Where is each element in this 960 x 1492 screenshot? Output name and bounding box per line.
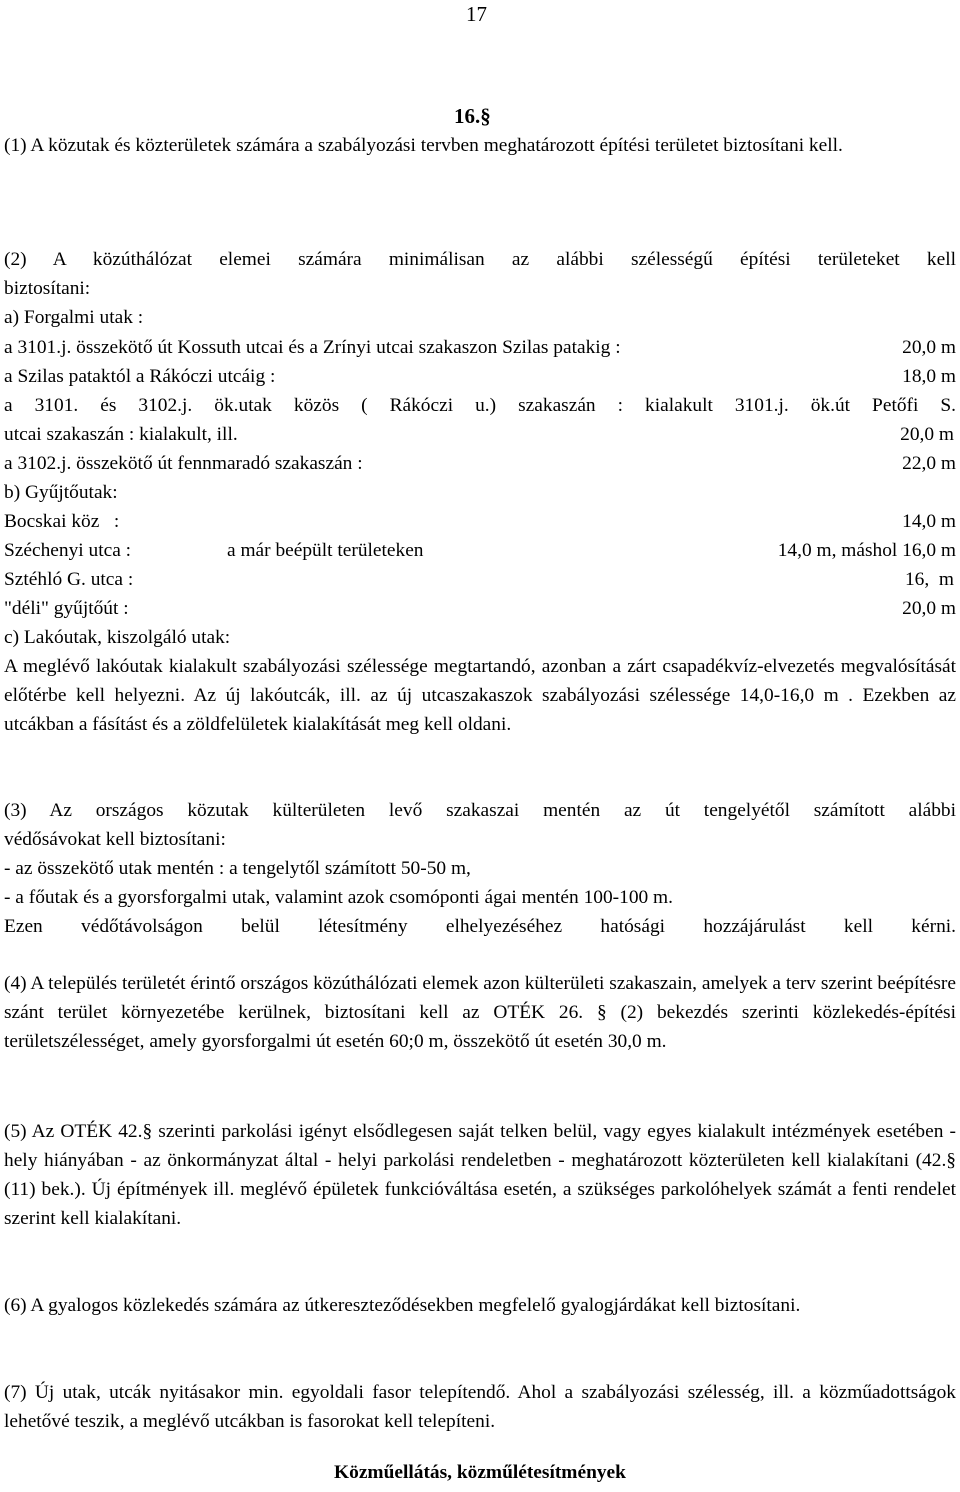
road-width: 20,0 m — [902, 598, 956, 619]
section-heading: Közműellátás, közműlétesítmények — [334, 1462, 626, 1483]
road-note: a már beépült területeken — [227, 540, 424, 561]
road-width-row — [4, 536, 956, 565]
road-label: Sztéhló G. utca : — [4, 569, 134, 590]
subheading-a: a) Forgalmi utak : — [4, 307, 144, 328]
road-width-row — [4, 362, 956, 391]
paragraph-5: (5) Az OTÉK 42.§ szerinti parkolási igényt elsődlegesen saját telken belül, vagy egyes kialakult intézmények esetében - hely hiányában - az önkormányzat által - helyi parkolási rendeletben - meghatározott közterületen kell kialakítani (42.§ (11) bek.). Új építmények ill. meglévő épületek funkcióváltása esetén, a szükséges parkolóhelyek számát a fenti rendelet szerint kell kialakítani. — [4, 1121, 956, 1229]
road-label: a Szilas pataktól a Rákóczi utcáig : — [4, 366, 276, 387]
paragraph-3-line-2: védősávokat kell biztosítani: — [4, 829, 226, 850]
road-label: a 3102.j. összekötő út fennmaradó szakaszán : — [4, 453, 363, 474]
road-long-row: a 3101. és 3102.j. ök.utak közös ( Rákóczi u.) szakaszán : kialakult 3101.j. ök.út Petőfi S. — [4, 395, 956, 416]
road-width: 14,0 m — [902, 511, 956, 532]
road-width: 20,0 m — [902, 337, 956, 358]
subheading-b: b) Gyűjtőutak: — [4, 482, 118, 503]
road-label: utcai szakaszán : kialakult, ill. — [4, 424, 238, 445]
road-width: 18,0 m — [902, 366, 956, 387]
road-label: "déli" gyűjtőút : — [4, 598, 129, 619]
paragraph-1: (1) A közutak és közterületek számára a szabályozási tervben meghatározott építési területet biztosítani kell. — [4, 135, 843, 156]
road-width-row — [4, 565, 956, 594]
paragraph-3-line-4: - a főutak és a gyorsforgalmi utak, valamint azok csomóponti ágai mentén 100-100 m. — [4, 887, 673, 908]
paragraph-3-line-1: (3) Az országos közutak külterületen levő szakaszai mentén az út tengelyétől számított alábbi — [4, 800, 956, 821]
road-width: 14,0 m, máshol 16,0 m — [777, 540, 956, 561]
road-width-row — [4, 333, 956, 362]
road-width: 16, m — [904, 569, 954, 590]
road-width-row — [4, 449, 956, 478]
paragraph-7: (7) Új utak, utcák nyitásakor min. egyoldali fasor telepítendő. Ahol a szabályozási szélesség, ill. a közműadottságok lehetővé teszik, a meglévő utcákban is fasorokat kell telepíteni. — [4, 1382, 956, 1432]
road-label: Széchenyi utca : — [4, 540, 132, 561]
paragraph-2-line-1: (2) A közúthálózat elemei számára minimálisan az alábbi szélességű építési területeket kell — [4, 249, 956, 270]
subheading-c: c) Lakóutak, kiszolgáló utak: — [4, 627, 231, 648]
road-label: Bocskai köz : — [4, 511, 120, 532]
road-width: 20,0 m — [900, 424, 954, 445]
road-label: a 3101.j. összekötő út Kossuth utcai és a Zrínyi utcai szakaszon Szilas patakig : — [4, 337, 621, 358]
paragraph-2-c-text: A meglévő lakóutak kialakult szabályozási szélessége megtartandó, azonban a zárt csapadékvíz-elvezetés megvalósítását előtérbe kell helyezni. Az új lakóutcák, ill. az új utcaszakaszok szabályozási szélessége 14,0-16,0 m . Ezekben az utcákban a fásítást és a zöldfelületek kialakítását meg kell oldani. — [4, 656, 956, 735]
page-number: 17 — [466, 2, 487, 26]
road-width-row — [4, 420, 956, 449]
paragraph-2-line-2: biztosítani: — [4, 278, 91, 299]
road-width: 22,0 m — [902, 453, 956, 474]
section-title: 16.§ — [454, 104, 491, 128]
paragraph-3-line-5: Ezen védőtávolságon belül létesítmény elhelyezéséhez hatósági hozzájárulást kell kérni. — [4, 916, 956, 937]
paragraph-4: (4) A település területét érintő országos közúthálózati elemek azon külterületi szakaszain, amelyek a terv szerint beépítésre szánt terület környezetébe kerülnek, biztosítani kell az OTÉK 26. § (2) bekezdés szerinti közlekedés-építési területszélességet, amely gyorsforgalmi út esetén 60;0 m, összekötő út esetén 30,0 m. — [4, 973, 956, 1052]
road-width-row — [4, 594, 956, 623]
road-width-row — [4, 507, 956, 536]
paragraph-3-line-3: - az összekötő utak mentén : a tengelytől számított 50-50 m, — [4, 858, 471, 879]
paragraph-6: (6) A gyalogos közlekedés számára az útkereszteződésekben megfelelő gyalogjárdákat kell biztosítani. — [4, 1295, 801, 1316]
